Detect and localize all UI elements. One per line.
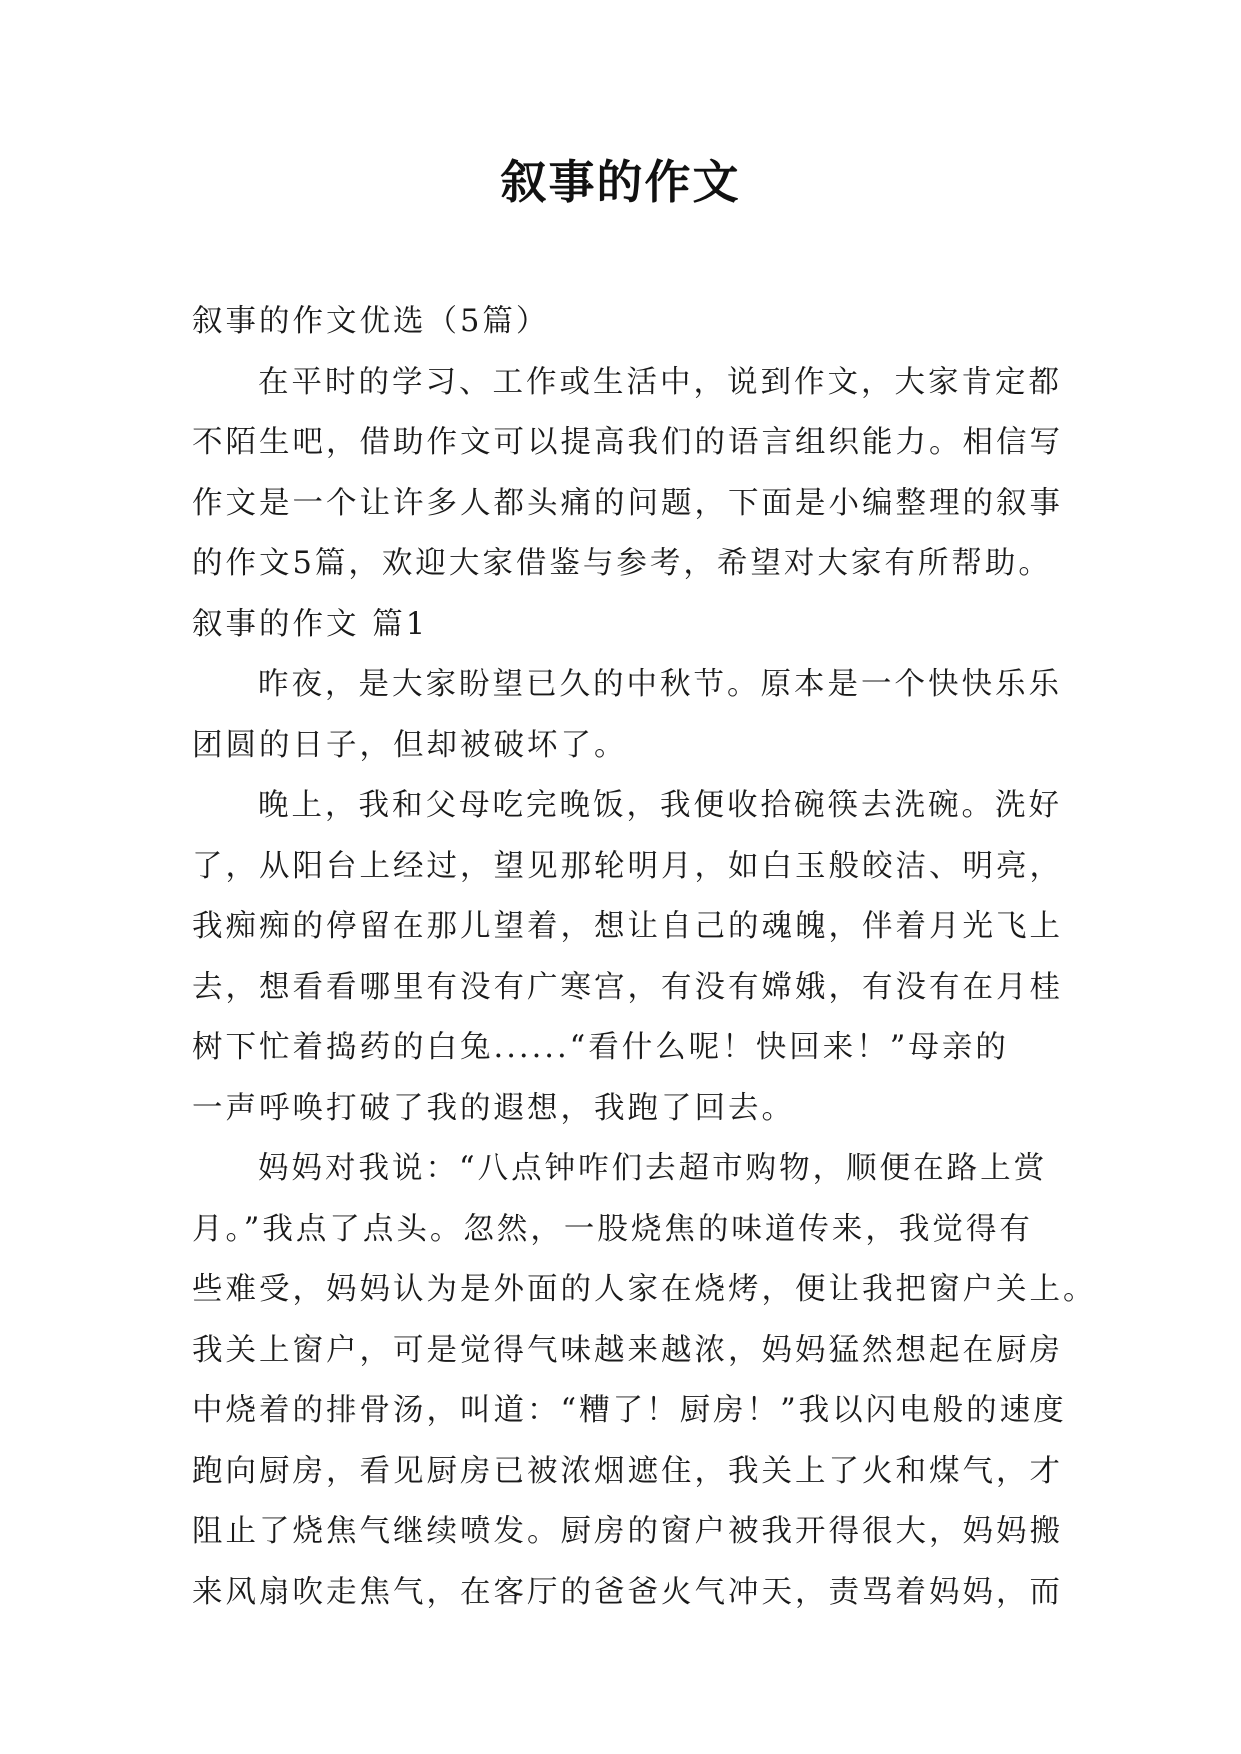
- text-line: 了，从阳台上经过，望见那轮明月，如白玉般皎洁、明亮，: [192, 848, 1063, 884]
- text-line: 我关上窗户，可是觉得气味越来越浓，妈妈猛然想起在厨房: [192, 1332, 1063, 1368]
- text-line: 中烧着的排骨汤，叫道：“糟了！厨房！”我以闪电般的速度: [192, 1393, 1067, 1428]
- text-line: 树下忙着捣药的白兔......“看什么呢！快回来！”母亲的: [192, 1030, 1009, 1065]
- text-line: 叙事的作文 篇1: [192, 606, 429, 642]
- text-line: 在平时的学习、工作或生活中，说到作文，大家肯定都: [258, 364, 1062, 400]
- text-line: 我痴痴的停留在那儿望着，想让自己的魂魄，伴着月光飞上: [192, 909, 1063, 944]
- document-body: [192, 292, 1097, 1623]
- text-line: 晚上，我和父母吃完晚饭，我便收拾碗筷去洗碗。洗好: [258, 788, 1062, 823]
- text-line: 去，想看看哪里有没有广寒宫，有没有嫦娥，有没有在月桂: [192, 969, 1063, 1005]
- text-line: 作文是一个让许多人都头痛的问题，下面是小编整理的叙事: [192, 485, 1063, 521]
- text-line: 阻止了烧焦气继续喷发。厨房的窗户被我开得很大，妈妈搬: [192, 1514, 1063, 1549]
- text-line: 不陌生吧，借助作文可以提高我们的语言组织能力。相信写: [192, 425, 1063, 460]
- text-line: 团圆的日子，但却被破坏了。: [192, 727, 628, 763]
- text-line: 跑向厨房，看见厨房已被浓烟遮住，我关上了火和煤气，才: [192, 1453, 1063, 1489]
- text-line: 叙事的作文优选（5篇）: [192, 304, 550, 339]
- text-line: 的作文5篇，欢迎大家借鉴与参考，希望对大家有所帮助。: [192, 546, 1052, 581]
- text-line: 些难受，妈妈认为是外面的人家在烧烤，便让我把窗户关上。: [192, 1272, 1097, 1307]
- text-line: 昨夜，是大家盼望已久的中秋节。原本是一个快快乐乐: [258, 667, 1062, 702]
- document-title: 叙事的作文: [500, 155, 741, 209]
- text-line: 妈妈对我说：“八点钟咋们去超市购物，顺便在路上赏: [258, 1151, 1048, 1186]
- text-line: 来风扇吹走焦气，在客厅的爸爸火气冲天，责骂着妈妈，而: [192, 1574, 1063, 1610]
- text-line: 月。”我点了点头。忽然，一股烧焦的味道传来，我觉得有: [192, 1211, 1033, 1247]
- text-line: 一声呼唤打破了我的遐想，我跑了回去。: [192, 1090, 795, 1126]
